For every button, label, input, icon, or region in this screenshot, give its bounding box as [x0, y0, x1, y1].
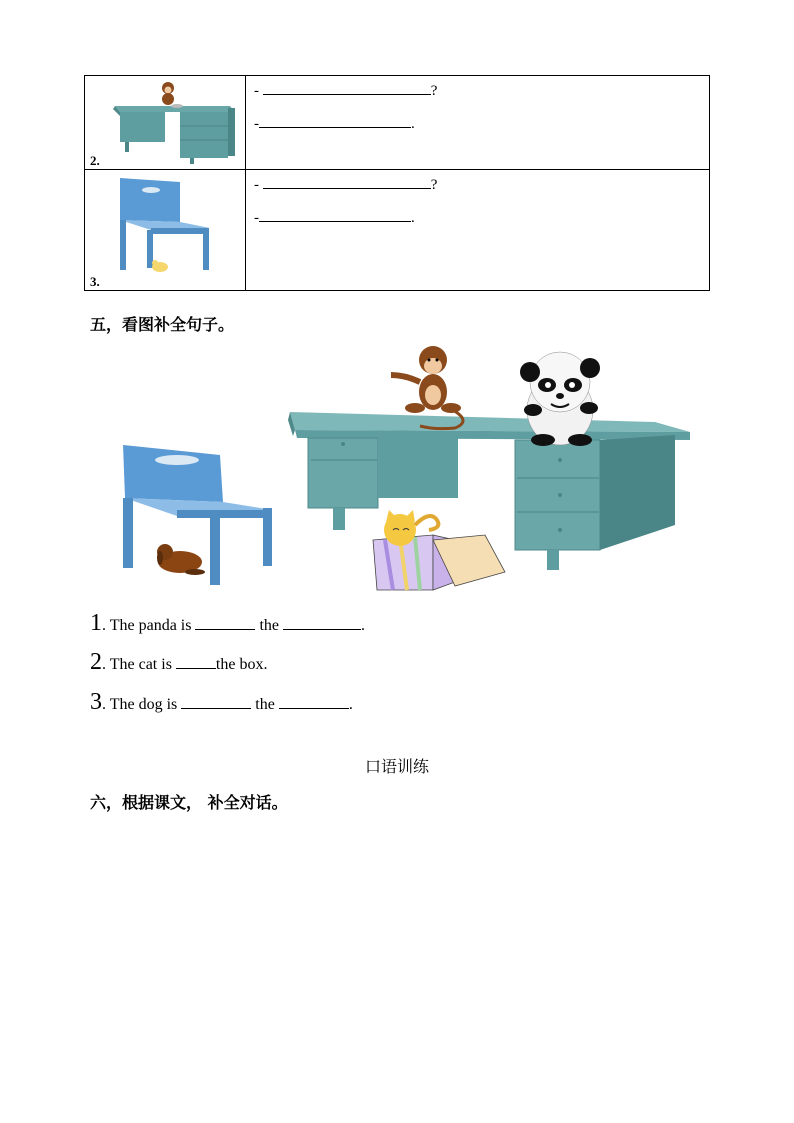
answer-cell — [246, 170, 710, 291]
sentence-separator: . — [102, 696, 106, 713]
sentence-1 — [90, 610, 365, 637]
sentence-separator: . — [102, 656, 106, 673]
row-number: 2. — [90, 153, 100, 168]
dog-image — [157, 544, 205, 575]
sentence-number: 2 — [90, 649, 102, 675]
dash: - — [254, 83, 259, 99]
question-line — [254, 174, 437, 194]
cat-in-box-image — [373, 510, 505, 590]
chick-under-chair-image — [85, 170, 245, 285]
question-blank[interactable] — [263, 174, 431, 189]
answer-blank[interactable] — [259, 207, 411, 222]
oral-training-title: 口语训练 — [364, 757, 429, 776]
period: . — [411, 116, 415, 132]
section-5-title: 五，看图补全句子。 — [90, 315, 235, 334]
sentence-text: The panda is — [109, 617, 192, 634]
monkey-on-desk-image — [85, 76, 245, 164]
question-mark: ? — [430, 177, 438, 193]
answer-cell — [246, 76, 710, 170]
question-blank[interactable] — [263, 80, 431, 95]
exercise-table — [84, 75, 710, 291]
picture-cell — [85, 170, 246, 291]
sentence-text: the — [255, 696, 275, 713]
answer-blank[interactable] — [279, 694, 349, 709]
sentence-text: . — [361, 617, 366, 634]
answer-blank[interactable] — [181, 694, 251, 709]
sentence-2 — [90, 649, 267, 676]
table-row — [85, 170, 710, 291]
row-number: 3. — [90, 274, 100, 289]
sentence-separator: . — [102, 617, 106, 634]
sentence-text: . — [348, 696, 353, 713]
sentence-number: 1 — [90, 610, 102, 636]
dash: - — [254, 116, 259, 132]
answer-line — [254, 113, 415, 133]
question-mark: ? — [430, 83, 438, 99]
period: . — [411, 210, 415, 226]
picture-cell — [85, 76, 246, 170]
table-row — [85, 76, 710, 170]
sentence-3 — [90, 689, 353, 716]
answer-line — [254, 207, 415, 227]
answer-blank[interactable] — [283, 615, 361, 630]
dash: - — [254, 210, 259, 226]
sentence-text: the — [259, 617, 280, 634]
scene-illustration — [115, 340, 700, 595]
answer-blank[interactable] — [176, 654, 216, 669]
dash: - — [254, 177, 259, 193]
question-line — [254, 80, 437, 100]
section-6-title: 六，根据课文， 补全对话。 — [90, 793, 288, 812]
sentence-text: The dog is — [109, 696, 178, 713]
answer-blank[interactable] — [259, 113, 411, 128]
sentence-text: The cat is — [109, 656, 172, 673]
answer-blank[interactable] — [195, 615, 255, 630]
sentence-number: 3 — [90, 689, 102, 715]
sentence-text: the box. — [215, 656, 268, 673]
